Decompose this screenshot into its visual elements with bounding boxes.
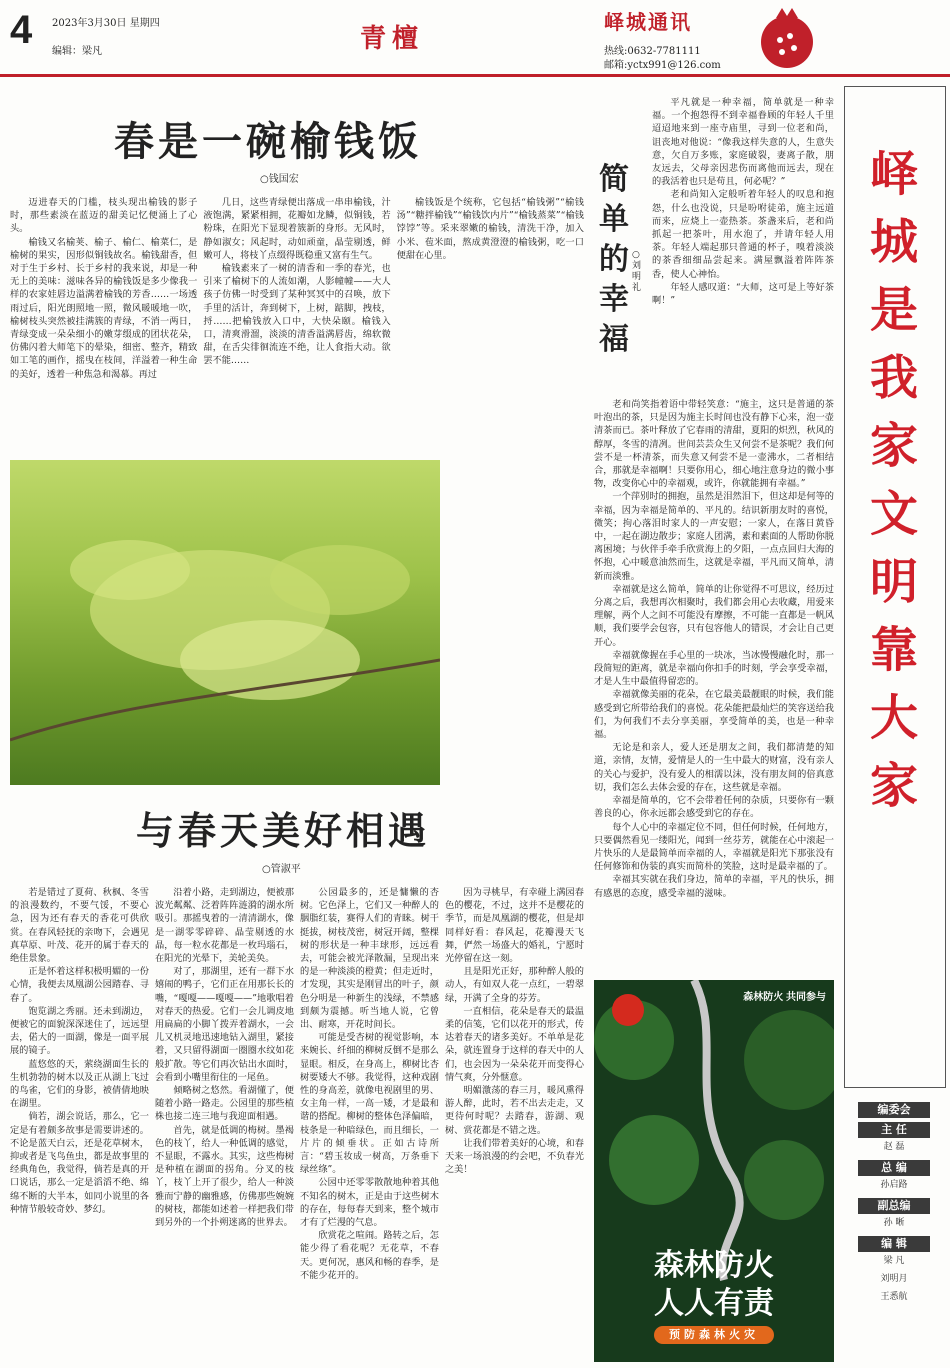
article1-title: 春是一碗榆钱饭 [114, 118, 422, 165]
article1-paragraph: 榆钱饭是个统称，它包括“榆钱粥”“榆钱汤”“糖拌榆钱”“榆钱饮内片”“榆钱蒸菜”“榆钱饽饽”等。采来翠嫩的榆钱，清洗干净，加入小米、苞米面，熬成黄澄澄的榆钱粥，吃一口便甜在心里。 [396, 197, 584, 261]
article3-paragraph: 幸福就像美丽的花朵，在它最美最靓眼的时候，我们能感受到它所带给我们的喜悦。花朵能把最灿烂的笑容送给我们，为何我们不去分享美丽，享受简单的美，也是一种幸福。 [594, 689, 834, 741]
forest-fire-poster [594, 980, 834, 1362]
board-name: 王悉航 [880, 1292, 908, 1302]
article1-body [10, 196, 584, 454]
article1-col [10, 196, 197, 454]
article3-paragraph: 老和尚知入定般听着年轻人的叹息和抱怨，什么也没说，只是吩咐徒弟，施主远道而来，应烧上一壶热茶。茶盏来后，老和尚抓起一把茶叶，用水泡了，并请年轻人用茶。年轻人端起那只普通的杯子，嗅着淡淡的茶香细细品尝起来。满屋飘溢着阵阵茶香，使人心神怡。 [652, 189, 834, 280]
article1-col [203, 196, 390, 454]
article1-paragraph: 几日，这些青绿便出落成一串串榆钱，汁液饱满，紧紧相拥，花瓣如龙鳞，似铜钱，若粉珠，在阳光下显现着簇新的身形。无风时，静如淑女；风起时，动如顽童，晶莹剔透，鲜嫩可人，将枝丫点缀得既稳重又富有生气。 [203, 197, 391, 261]
vertical-slogan: 峄城是我家文明靠大家 [869, 146, 918, 814]
article3-paragraph: 无论是和亲人，爱人还是朋友之间，我们都清楚的知道，亲情，友情，爱情是人的一生中最大的财富，没有亲人的关心与爱护，没有爱人的相濡以沫，没有朋友间的倍真意切，我们怎么去体会爱的存在，这些就是幸福。 [594, 742, 834, 793]
article2-paragraph: 一直相信，花朵是春天的最温柔的信笺，它们以花开的形式，传达着春天的诸多美好。不单单是花朵，就连置身于这样的春天中的人们，也会因为一朵朵花开而变得心情气爽，分外惬意。 [445, 1005, 584, 1083]
article2-paragraph: 首先，就是低调的梅树。墨褐色的枝丫，给人一种低调的感觉，不显眼，不露水。其实，这些梅树是种植在湖面的拐角。分叉的枝丫，枝丫上开了很少，给人一种淡雅而宁静的幽雅感，仿佛那些婉婉的树枝，都能如述着一样把我们带到另外的一个扑朔迷离的世界去。 [155, 1124, 294, 1229]
article3-paragraph: 每个人心中的幸福定位不同，但任何时候，任何地方，只要偶然看见一缕阳光，闻到一丝芬芳，就能在心中滚起一片快乐的人是最简单而幸福的人，幸福就是阳光下那张没有任何修饰和伪装的真实而简朴的笑脸，这时是最幸福的了。 [594, 821, 834, 873]
article3-body-top [652, 96, 834, 398]
article2-paragraph: 且是阳光正好，那种醉人般的动人，有如双人花一点红，一碧翠绿，开满了全身的芬芳。 [445, 966, 584, 1004]
board-name: 孙启路 [880, 1180, 908, 1190]
board-role: 主 任 [858, 1122, 930, 1138]
board-role: 副总编 [858, 1198, 930, 1214]
editorial-board [858, 1098, 930, 1306]
poster-title-line2: 人人有责 [654, 1286, 774, 1321]
article2-paragraph: 沿着小路，走到湖边，便被那波光粼粼、泛着阵阵涟漪的湖水所吸引。那摇曳着的一清清湖水，像是一湖零零碎碎、晶莹剔透的水晶，每一粒水花都是一枚玛瑙石，在阳光的光晕下，美轮美奂。 [155, 887, 294, 965]
board-name: 孙 晰 [883, 1218, 905, 1228]
article3-paragraph: 年轻人感叹道：“大师，这可是上等好茶啊！” [652, 281, 834, 307]
article2-author: ○管淑平 [262, 864, 301, 875]
article2-col [10, 886, 149, 1364]
article3-paragraph: 幸福其实就在我们身边，简单的幸福，平凡的快乐，拥有感恩的态度，感受幸福的滋味。 [594, 874, 834, 899]
article2-paragraph: 因为寻桃早，有幸碰上满园春色的樱花，不过，这并不是樱花的季节，而是凤凰湖的樱花，但是却同样好看：春风起，花瓣漫天飞舞，俨然一场盛大的婚礼，宁愿时光停留在这一刻。 [445, 887, 584, 965]
article3-paragraph: 幸福是简单的，它不会带着任何的杂质，只要你有一颗善良的心，你永远都会感受到它的存在。 [594, 795, 834, 820]
issue-date: 2023年3月30日 星期四 [52, 18, 160, 29]
article2-body [10, 886, 584, 1364]
article1-author: ○钱国宏 [260, 174, 299, 185]
poster-title-line1: 森林防火 [654, 1248, 774, 1283]
hotline: 热线:0632-7781111 [604, 46, 701, 57]
article2-paragraph: 对了，那湖里，还有一群下水嬉闹的鸭子，它们正在用那长长的嘴，“嘎嘎——嘎嘎——”地歌唱着对春天的热爱。它们一会儿调皮地用扁扁的小脚丫拨弄着湖水，一会儿又机灵地迅速地钻入湖里，紧接着，又只留得湖面一圈圈水纹如花般扩散。等它们再次钻出水面时，会看到小嘴里衔住的一尾鱼。 [155, 966, 294, 1083]
article2-paragraph: 若是错过了夏荷、秋枫、冬雪的浪漫数约，不要气馁，不要心急，因为还有春天的香花可供欣赏。在春风轻抚的亲吻下，会遇见真草原、叶茂、花开的属于春天的绝佳景象。 [10, 887, 149, 965]
article2-paragraph: 倘若，湖会说话，那么，它一定是有着颇多故事是需要讲述的。不论是蓝天白云，还是花草树木，抑或者是飞鸟鱼虫，都是故事里的经典角色，我觉得，倘若是真的开口说话，那么一定是滔滔不绝、绵绵不断的大半本，如同小说里的各种情节般较奇妙、梦幻。 [10, 1111, 149, 1215]
page-header [0, 0, 950, 78]
email: 邮箱:yctx991@126.com [604, 60, 721, 71]
header-rule [0, 74, 950, 77]
article3-body [594, 398, 834, 970]
board-title: 编委会 [858, 1102, 930, 1118]
article2-paragraph: 倾略树之悠然。看湖懂了，便随着小路一路走。公园里的那些植株也接二连三地与我迎面相遇。 [155, 1085, 294, 1123]
article3-paragraph: 一个萍别时的拥抱，虽然是泪然泪下，但这却是何等的幸福，因为幸福是简单的、平凡的。结识新朋友时的喜悦，微笑；拘心落泪时家人的一声安慰；一家人，在落日黄昏中，一起在湖边散步；家庭人团满，素和素面的人帮助你脱离困境；与伙伴手牵手欣赏海上的夕阳，一点点回归大海的怀抱，心中暖意油然而生，这就是幸福，平凡而又简单，清新而淡雅。 [594, 491, 834, 582]
article2-paragraph: 明媚激荡的春三月，暖风熏得游人醉，此时，若不出去走走，又更待何时呢？去踏春，游湖、观树、赏花都是不错之选。 [445, 1085, 584, 1136]
article1-paragraph: 榆钱素来了一树的清香和一季的春光，也引来了榆树下的人流如潮，人影幢幢——大人孩子仿佛一时受到了某种冥冥中的召唤，放下手里的活计，奔到树下，上树，踮脚，拽枝，捋……把榆钱放入口中，大快朵颐。榆钱入口，清爽滑溜，淡淡的清香溢满唇齿，绵软微甜，在舌尖徘徊流连不绝，让人食指大动。欲罢不能…… [203, 263, 391, 367]
article3-author: ○刘明礼 [632, 250, 642, 293]
article3-title: 简单的幸福 [599, 162, 629, 357]
article3-paragraph: 平凡就是一种幸福，简单就是一种幸福。一个抱怨得不到幸福眷顾的年轻人千里迢迢地来到一座寺庙里，寻到一位老和尚，诅丧地对他说：“像我这样失意的人，生意失意，欠自万多账，家庭破裂，妻离子散，朋友远去，父母亲因悲伤而离他而远去，现在的我活着也只是苟且，何必呢？” [652, 97, 834, 188]
article2-paragraph: 公园最多的，还是慵懒的杏树。它色泽上，它们又一种醉人的胭脂红装，赛得人们的青睐。树干挺拔，树枝茂密，树冠开阔，整棵树的形状是一种丰球形，远远看去，可能会被光泽散漏，呈现出来的是一种淡淡的橙黄；但走近时，才发现，其实是刚冒出的叶子，颜色分明是一种新生的浅绿，不禁感到颇为震撼。听当地人说，它曾出、耐寒，开花时间长。 [300, 887, 439, 1031]
elm-seed-illustration [10, 460, 440, 785]
elm-seed-photo [10, 460, 440, 785]
article2-paragraph: 饱览湖之秀丽。还未到湖边，便被它的面貌深深迷住了，远远望去，偌大的一面湖，像是一面平展展的镜子。 [10, 1005, 149, 1057]
article1-paragraph: 迈进春天的门槛，枝头现出榆钱的影子时，那些素淡在蓝迈的甜美记忆便涌上了心头。 [10, 197, 198, 235]
article2-col [300, 886, 439, 1364]
board-name: 刘明月 [880, 1274, 908, 1284]
article2-paragraph: 可能是受杏树的视觉影响，本来婉长、纤细的柳树反倒不是那么显眼。相反，在身高上，柳树比杏树要矮大不够。我觉得，这种戏剧性的身高差，就像电视剧里的男、女主角一样，一高一矮，才是最和谐的搭配。柳树的整体色泽偏暗，枝条是一种暗绿色，而且细长，一片片的倾垂状。正如古诗所言：“碧玉妆成一树高，万条垂下绿丝绦”。 [300, 1032, 439, 1176]
pomegranate-icon [752, 2, 822, 72]
article3-paragraph: 幸福就是这么简单，简单的让你觉得不可思议，经历过分离之后，我想再次相聚时，我们都会用心去收藏，用爱来理解，两个人之间不可能没有摩擦，不可能一直都是一帆风顺，我们要学会包容，只有包容他人的错误，才会让自己更开心。 [594, 583, 834, 648]
article3-paragraph: 幸福就像握在手心里的一块冰，当冰慢慢融化时，那一段简短的距离，就是幸福向你扣手的时刻，学会享受幸福，才是人生中最值得留恋的。 [594, 649, 834, 688]
board-name: 梁 凡 [883, 1256, 905, 1266]
editor-credit: 编辑：梁凡 [52, 46, 102, 57]
poster-brand: 森林防火 共同参与 [743, 992, 826, 1003]
board-role: 编 辑 [858, 1236, 930, 1252]
article2-paragraph: 公园中还零零散散地种着其他不知名的树木，正是由于这些树木的存在，每每春天到来，整个城市才有了烂漫的气息。 [300, 1177, 439, 1229]
section-title: 青檀 [360, 24, 425, 54]
article2-col [445, 886, 584, 1364]
board-name: 赵 磊 [883, 1142, 905, 1152]
article2-paragraph: 蓝悠悠的天，萦绕湖面生长的生机勃勃的树木以及正从湖上飞过的鸟雀，它们的身影，被倩倩地映在湖里。 [10, 1058, 149, 1110]
article1-paragraph: 榆钱又名榆荚、榆子、榆仁、榆菜仁，是榆树的果实，因形似铜钱故名。榆钱甜香，但对于生于乡村、长于乡村的我来说，却是一种无上的美味：滋味各异的榆钱饭是多少像我一样的农家娃唇边溢满着榆钱的芳香……一场透雨过后，阳光朗照地一照，微风暖暖地一吹，榆树枝头突然被挂满簇的青绿，不消一两日，青绿变成一朵朵细小的嫩芽缀成的团状花朵，仿佛闪着大师笔下的晕染，细密、整齐，精致如工笔的画作，摇曳在枝间，洋溢着一种生命的美好，透着一种焦急和渴慕。再过 [10, 236, 198, 380]
board-role: 总 编 [858, 1160, 930, 1176]
article2-paragraph: 让我们带着美好的心境，和春天来一场浪漫的约会吧，不负春光之美！ [445, 1137, 584, 1176]
poster-subtitle: 预防森林火灾 [654, 1326, 774, 1344]
article2-title: 与春天美好相遇 [136, 808, 431, 853]
article2-paragraph: 欣赏花之喧闹。路转之后，怎能少得了看花呢？无花草，不春天。更何况，惠风和畅的春季，是不能少花开的。 [300, 1230, 439, 1281]
article3-paragraph: 老和尚笑指着语中带轻笑意：“施主，这只是普通的茶叶泡出的茶，只是因为施主长时间也没有静下心来，泡一壶清茶而已。茶叶释放了它春雨的清甜，夏阳的炽烈，秋风的醇厚，冬雪的清冽。世间芸芸众生又何尝不是茶呢？我们何尝不是一杯清茶，而失意又何尝不是一壶沸水，二者相结合，那就是幸福啊！只要你用心，细心地注意身边的微小事物，改变你心中的幸福观，或许，你就能拥有幸福。” [594, 399, 834, 490]
newspaper-brand: 峄城通讯 [604, 10, 692, 34]
article2-paragraph: 正是怀着这样积极明媚的一份心情，我便去凤凰湖公园踏春、寻春了。 [10, 966, 149, 1004]
page-number: 4 [10, 8, 33, 52]
article1-col [397, 196, 584, 454]
article2-col [155, 886, 294, 1364]
